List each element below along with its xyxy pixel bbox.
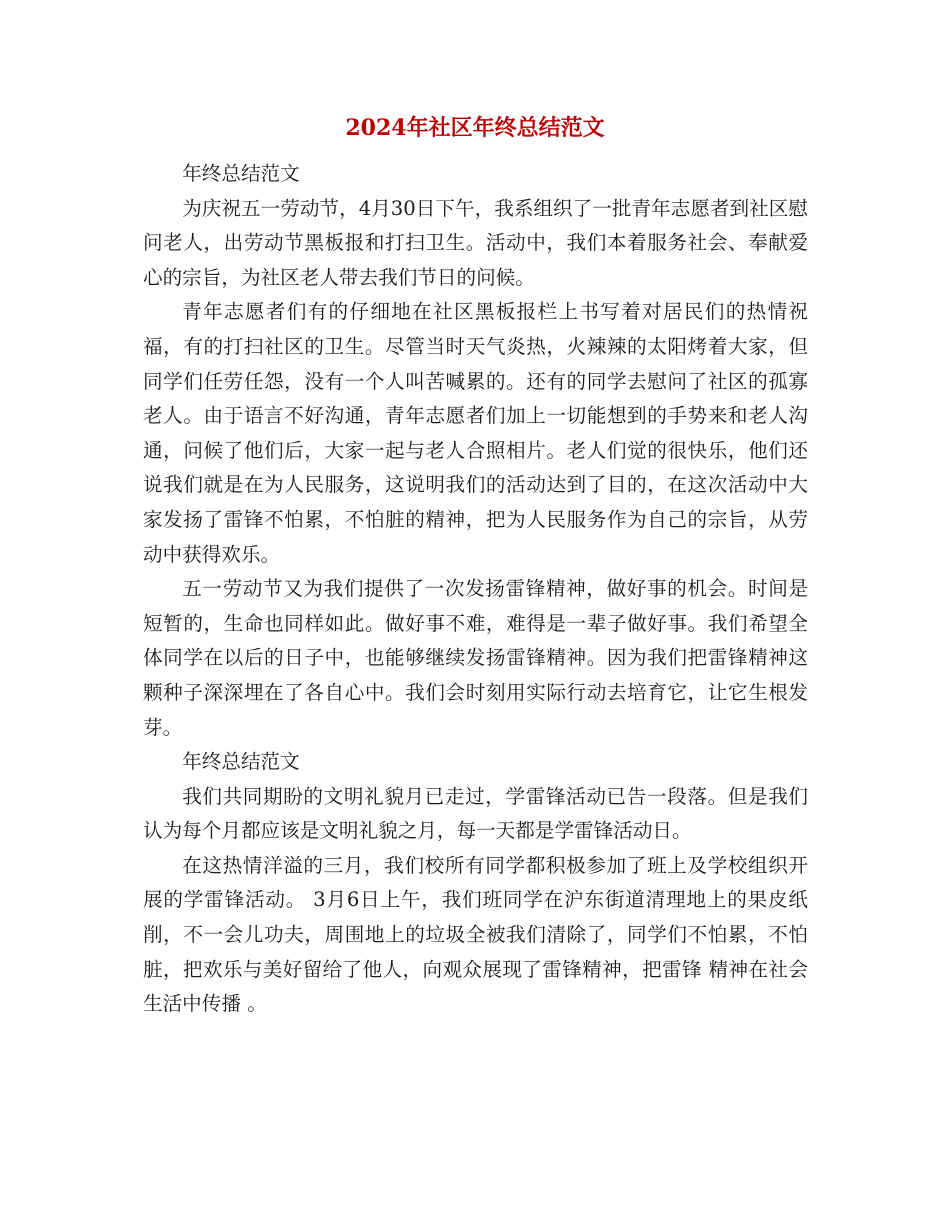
paragraph: 为庆祝五一劳动节，4月30日下午，我系组织了一批青年志愿者到社区慰问老人，出劳动节黑板报和打扫卫生。活动中，我们本着服务社会、奉献爱心的宗旨，为社区老人带去我们节日的问候。 (143, 196, 808, 289)
document-title: 2024年社区年终总结范文 (345, 115, 605, 141)
paragraph: 在这热情洋溢的三月，我们校所有同学都积极参加了班上及学校组织开展的学雷锋活动。 3月6日上午，我们班同学在沪东街道清理地上的果皮纸削，不一会儿功夫，周围地上的垃圾全被我们清除了，同学们不怕累，不怕脏，把欢乐与美好留给了他人，向观众展现了雷锋精神，把雷锋 精神在社会生活中传播 。 (143, 853, 808, 1016)
paragraph: 青年志愿者们有的仔细地在社区黑板报栏上书写着对居民们的热情祝福，有的打扫社区的卫生。尽管当时天气炎热，火辣辣的太阳烤着大家，但同学们任劳任怨，没有一个人叫苦喊累的。还有的同学去慰问了社区的孤寡老人。由于语言不好沟通，青年志愿者们加上一切能想到的手势来和老人沟通，问候了他们后，大家一起与老人合照相片。老人们觉的很快乐，他们还说我们就是在为人民服务，这说明我们的活动达到了目的，在这次活动中大家发扬了雷锋不怕累，不怕脏的精神，把为人民服务作为自己的宗旨，从劳动中获得欢乐。 (143, 300, 808, 566)
document-body (143, 157, 808, 1022)
section-heading: 年终总结范文 (182, 162, 300, 185)
section-heading: 年终总结范文 (182, 750, 300, 774)
paragraph: 五一劳动节又为我们提供了一次发扬雷锋精神，做好事的机会。时间是短暂的，生命也同样如此。做好事不难，难得是一辈子做好事。我们希望全体同学在以后的日子中，也能够继续发扬雷锋精神。因为我们把雷锋精神这颗种子深深埋在了各自心中。我们会时刻用实际行动去培育它，让它生根发芽。 (143, 577, 808, 739)
paragraph: 我们共同期盼的文明礼貌月已走过，学雷锋活动已告一段落。但是我们认为每个月都应该是文明礼貌之月，每一天都是学雷锋活动日。 (143, 784, 808, 843)
